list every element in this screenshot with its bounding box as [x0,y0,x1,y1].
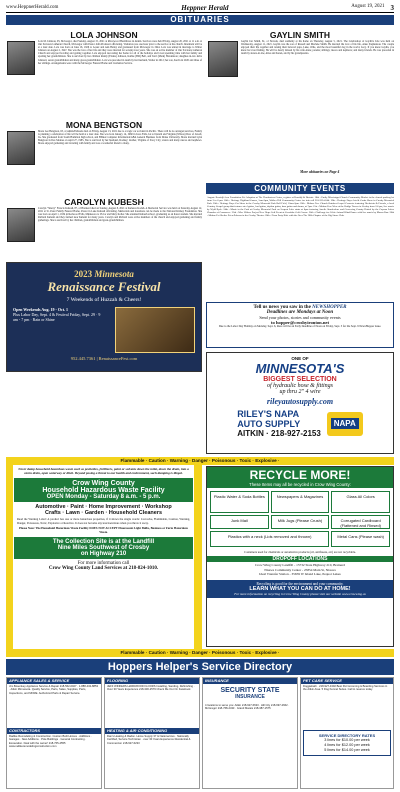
renfest-details: Plus Labor Day, Sept. 4 & Festival Friday, Sept. 29 · 9 am - 7 pm · Rain or Shine [13,312,101,322]
recycle-title: RECYCLE MORE! [249,468,351,482]
hhw-title-1: Crow Wing County [72,480,135,487]
hhw-facility-ad [14,466,193,648]
rate-line: 3 lines for $10.00 per week [324,738,370,742]
dropoff-location: Ideal Transfer Station - 35659 W Island Lake, Pequot Lakes [259,572,341,576]
hhw-site-3: on Highway 210 [80,551,127,558]
recycle-item: Milk Jugs (Please Crush) [271,515,330,529]
directory-col-4 [300,677,394,789]
directory-col-2 [104,677,200,789]
recycle-item: Newspapers & Magazines [271,491,330,513]
hhw-warning: Never dump household hazardous waste such as pesticides, fertilizers, paint or solvents down the toilet, down the drain, into a storm drain, open waterway or ditch. Beyond posing a threat to our health and environment, such dumping is illegal. [18,467,189,475]
obit-name-lola: LOLA JOHNSON [70,30,138,40]
recycle-footer-1: Recycling is good for the environment and your community. [256,581,344,586]
riley-line2: MINNESOTA'S [255,361,345,376]
hhw-phone[interactable]: Crow Wing County Land Services at 218-824-1010. [48,566,159,572]
security-state-logo: SECURITY STATE INSURANCE [220,687,280,700]
renfest-hours: Open Weekends Aug. 19 - Oct. 1 [13,307,69,312]
renfest-website[interactable]: 952.445.7361 | RenaissanceFest.com [70,356,138,361]
page-number: 3 [390,3,394,12]
hhw-info: For more information call [77,561,130,567]
issue-date: August 19, 2021 [351,3,385,9]
send-line: Send your photos, stories and community events [259,315,341,320]
recycle-note: Containers used for chemicals or automotive products (oil, antifreeze, etc) are not recyclable. [244,550,356,554]
directory-rates-box [303,730,391,756]
renfest-subtitle: 7 Weekends of Huzzah & Cheers! [66,297,142,303]
riley-name-2: AUTO SUPPLY [237,419,301,429]
riley-line3: BIGGEST SELECTION [263,376,337,383]
category-insurance: INSURANCE [203,678,297,684]
deadline-line: Deadlines are Mondays at Noon [266,310,334,315]
hazard-stripe-top: Flammable · Caution · Warning · Danger · Poisonous · Toxic · Explosive · [6,457,394,465]
dropoff-banner: DROPOFF LOCATIONS [207,556,393,562]
rates-title: SERVICE DIRECTORY RATES [318,733,376,738]
tell-us-line: Tell us news you saw in the NEWSHOPPER [253,305,347,310]
obit-text-mona: Mona Lee Bengtson, 63, of Aitkin/Palisade died on Friday, August 13, 2021 due to a tragic car accident in Pacific. There will be no arranged services. Family is planning a celebration of life will be held at a later date. She was born January 14, 1960 in Iowa Falls, IA to Donald and Virginia (Wilson) Daw of Jewell, IA. She graduated from South Hamilton high school, and BS&A Computer Information/ABA General Business from Drake University. Mona married Lynn Bengtson in Des Moines on April 27, 1985. She is survived by her husband, Rodney; mother, Virginia of Story City; sisters and many nieces and nephews. Mona enjoyed gardening and traveling with family and was a wonderful friend to many. [38,130,202,146]
hhw-site-2: Nine Miles Southwest of Crosby [57,545,150,552]
recycle-item: Plastics with a neck (Lids removed and thrown) [210,531,329,547]
obituaries-banner: OBITUARIES [6,15,394,25]
news-submission-box [206,302,394,348]
directory-col-1 [6,677,102,789]
obit-name-gaylin: GAYLIN SMITH [269,30,331,40]
rate-line: 5 lines for $14.00 per week [324,748,370,752]
hhw-bulb-note: Please Note: The Household Hazardous Waste Facility DOES NOT ACCEPT Fluorescent Light Bulbs, Business or Farm Hazardous Waste. [19,526,188,534]
obit-name-carolyn: CAROLYN KUBESH [64,197,144,207]
hhw-list-2: Crafts · Lawn · Garden · Household Cleaners [44,510,163,516]
listing-insurance: 4 locations to serve you: Aitkin 218-927-6633 · Hill City 218-697-2662 · McGregor 218-768-2433 · Grand Marais 218-387-1575 [205,704,290,711]
recycle-item: Metal Cans (Please wash) [331,531,390,547]
directory-banner: Hoppers Helper's Service Directory [6,659,394,675]
category-appliance: APPLIANCE SALES & SERVICE [7,678,101,684]
listing-flooring: JEFF WINKERS HARDWOOD FLOORS Installing, Sanding, Refinishing · Over 30 Years Experience 218-330-2579 Check Me Out On Facebook [107,685,195,692]
renfest-photo [115,307,195,353]
dropoff-location: Nisswa Community Center - 25854 Main St, Nisswa [264,567,336,572]
header-right [351,4,394,12]
rate-line: 4 lines for $12.00 per week [324,743,370,747]
obit-photo-lola [7,41,35,75]
napa-logo: NAPA [327,412,363,436]
hhw-hours: OPEN Monday - Saturday 8 a.m. - 5 p.m. [46,494,161,500]
site-url: www.HeppnerHerald.com [6,5,59,10]
recycle-ad [206,466,394,647]
riley-napa-ad [206,352,394,454]
dropoff-location: Crow Wing County Landfill - 15732 State Highway 210, Brainerd [254,563,346,567]
obit-photo-carolyn [7,208,35,242]
hazard-stripe-right [194,465,202,649]
riley-line5: up thru 2" 4 wire [279,389,321,395]
page-header [6,3,394,13]
obit-photo-gaylin [208,41,238,77]
recycle-item: Junk Mail [210,515,269,529]
submission-email[interactable]: to hopper@crosbyironton.net [271,320,329,325]
recycle-footer-3[interactable]: For more information on recycling in Crow Wing County please visit our website www.crowwing.us [234,591,366,596]
renaissance-festival-ad [6,262,202,372]
category-heating: HEATING & AIR CONDITIONING [105,728,199,734]
category-pet-care: PET CARE SERVICE [301,678,393,684]
category-flooring: FLOORING [105,678,199,684]
obit-text-lola: Lola M. Johnson, 95, McGregor, died Sunday, August 15, 2021 at Riverwood Healthcare in Aitkin. Services were held Friday, August 20, 2021 at 11 a.m. at Our Saviours Lutheran Church, McGregor with Pastor John Promesci officiating. Visitation was one hour prior to the service at the church. Interment will be at a later date. Lola was born on June 16, 1926 to Lester and Ann Bailey and graduated from McGregor in 1944. Lola was united in marriage to Walter Johnson on August 2, 1947. She was the love of her life and they were married for seventy-four years. She was an active member of Our Saviours Lutheran Church and enjoyed bowling and getting together. Lola enjoyed decorating her home for all of the holidays and loved spending time with her family and spoiling her grandchildren. She is survived by her children Randy (Elaine) Johnson, Kathie (Bill) Bell, and Terri (Mark) Hawkinson; daughter-in-law Jerlis Johnson; seven grandchildren and many great-grandchildren. Lola was preceded in death by her husband, Walter in 2012; her son, Kevin in 2020 and three of her siblings. Arrangements were with the McGregor Funeral Home and Cremation Service. [38,40,202,65]
listing-heating: Dan's Heating & Radon. Home Supply 37 & National Ave · Nationally Certified, Service Technician · over 30 Years Experience Residential & Commercial. 218-927-6233 [107,735,191,745]
paper-flag: Heppner Herald [181,3,229,12]
obit-text-carolyn: Carolyn "Sherry" Francis Kubesh, 87, of Brainerd died on Sunday, August 8, 2021 at Kuberea Kodah. A Memorial Service was held on Saturday August 12, 2021 at St. Peter Family Funeral Home, Pastor in Lake Kubesh officiating. Memorials and donations can be made to the National Kidney Foundation. She was born on April 1, 1934 in Redwood Falls, Minnesota to Victor and Mary Koller. She attended Kubesh school, graduating as an honor student. She married Richard Kubesh and they farmed near Kubesh for many years. Carolyn and Richard were active members of the church and enjoyed gardening and family gatherings. She is survived by her children, grandchildren and great-grandchildren. [38,207,202,223]
category-contractors: CONTRACTORS [7,728,101,734]
listing-pet-care: Doggiebath · 218-927-4302 Best Pet Grooming & Boarding Services in the Aitkin Area. 5 Dog Kennel Suites. Call to reserve today. [303,685,388,692]
recycle-subtitle: These Items may all be recycled in Crow Wing County: [249,482,351,487]
listing-contractors: Radtke Remodeling & Construction. Custom Built Homes · Additions · Garages · New Additions · Pole Buildings · General Contracting · Excavation. Deal with the owner! 218-765-4555 www.radtkeremodelingconstruction.com [9,735,92,748]
recycle-item: Plastic Water & Soda Bottles [210,491,269,513]
riley-line1: ONE OF [291,356,309,361]
hhw-label-note: Read the Warning Label: A product has one or more hazardous properties, if it shows the single words: Corrosive, Flammable, Caution, Warning, Danger, Poisonous, Toxic, Explosive or Reactive. It does not become any less hazardous when you throw it away. [17,517,190,525]
hazard-stripe-left [6,465,13,649]
recycle-items [207,488,393,550]
listing-appliance: Jim Bosenkey Appliance Service & Repair 218-562-0027 · 1-888-432-8853 · Aitkin Minnesota. Quality Service, Parts, Sales, Supplies, Parts, Inspections, and MORE. Authorized Parts & Repair Service. [9,685,99,695]
recycle-item: Glass All Colors [331,491,390,513]
obit-photo-mona [7,131,35,165]
community-events-banner: COMMUNITY EVENTS [206,183,394,194]
hhw-site-1: The Collection Site is at the Landfill [52,539,155,546]
hazard-stripe-bottom: Flammable · Caution · Warning · Danger · Poisonous · Toxic · Explosive · [6,649,394,657]
renfest-year: 2023 Minnesota [74,269,134,279]
riley-line4: of hydraulic hose & fittings [267,383,333,389]
riley-town-phone: AITKIN · 218-927-2153 [237,429,321,438]
newshopper-brand: NEWSHOPPER [312,305,347,310]
recycle-footer-2: LEARN WHAT YOU CAN DO AT HOME! [249,585,351,592]
community-events-list: August: Bemidji Area Foundation Pet Adoption at The Headwaters Center, register at Bemidji & District. 18th - Emily Mississippi Church Community Market in the church parking lot from 3 to 6 pm. 18th - Heritage Highland Games, 5am-3pm, Walker Hill Community Center for info call 218-333-4144. 19th - Heritage Days Arts & Crafts Show in Crosby Memorial Park. 20th - Heritage Days Car Show in the Crosby Memorial Park Ball Field, 10am-2pm. 20th - Malmo Free Church Outdoor Gospel Concerts featuring Hoekstein & Friends, a local Country Gospel group that features steel guitar, lead guitar, rhythm guitar, bass guitar and drums, at 7pm. 21st - Malmo Pow Wow at the Bridge Tavern in Crosby from 2-6 pm, live music by Wyld Ryde. 24th - Music in the Park at Crosby Memorial Park on Serpent Lake starts at 6pm featuring Amelie Stand-alone and Crowwing County Hatted by the Cuyuna Lakes Chamber of Commerce. 25th - Wise Widow Project New Hope Golf Event at Crosslake Golf Course. 26th - Challenge for Celtic Animal Blind Dance with live music by Mason Dan. 28th - Malmo Pet Shelter Pet-a-Palooza in the Crosby Theater. 28th - Pizza Party Ride with the Over The Hills Chapter of the Big Stone Club. [207,196,394,217]
directory-col-3 [202,677,298,789]
obit-name-mona: MONA BENGTSON [65,120,143,130]
holiday-deadline-note: Due to the Labor Day Holiday on Monday, Sept. 6, there will be an Early Deadline of Noon on Friday, Sept. 3 for the Sept. 9 NewsHopper issue. [218,325,382,328]
hhw-list-1: Automotive · Paint · Home Improvement · Workshop [35,504,172,510]
recycle-item: Corrugated Cardboard (Flattened and Rinsed) [331,515,390,529]
riley-name: RILEY'S NAPA [237,409,300,419]
renfest-title: Renaissance Festival [47,279,161,294]
riley-website[interactable]: rileyautosupply.com [266,397,334,406]
hhw-title-2: Household Hazardous Waste Facility [42,487,165,494]
obit-text-gaylin: Gaylin Jon Smith, 61, of Nevada, died suddenly at his home on Thursday, August 5, 2021. The Celebration of Gaylin's Life was held on Wednesday, August 11, 2021. Gaylin was the son of Russell and Marlene Smith. He married the love of his life, Anne Stephenson. The couple enjoyed their life together and raising their beloved pups, Luke, Ollie, and the most beautiful dog in the world, Lucy. If you knew Gaylin, you knew he loved fishing. He will be dearly missed by his wife Anne; parents; siblings; nieces and nephews; and many friends. He was preceded in death by sisters-in-law, Alisa and Karen, and by his grandparents. [241,40,394,56]
more-obits-link[interactable]: More obituaries on Page 4 [300,170,340,174]
